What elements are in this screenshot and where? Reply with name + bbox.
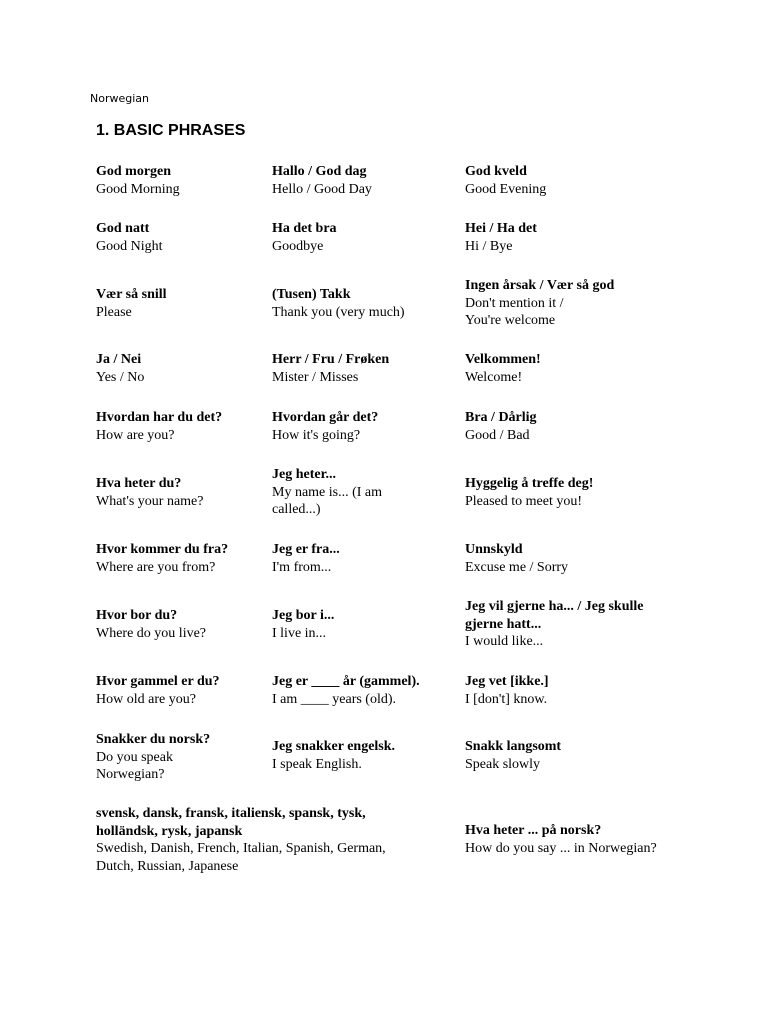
english-translation: Swedish, Danish, French, Italian, Spanish, German, [96, 841, 386, 856]
norwegian-phrase: Hva heter ... på norsk? [465, 823, 602, 838]
english-translation: Hi / Bye [465, 238, 513, 254]
norwegian-phrase: Hvor kommer du fra? [96, 542, 229, 557]
english-translation: Norwegian? [96, 767, 165, 782]
english-translation: Good Morning [96, 181, 180, 197]
english-translation: Pleased to meet you! [465, 493, 583, 509]
english-translation: How do you say ... in Norwegian? [465, 840, 657, 856]
norwegian-phrase: God morgen [96, 164, 172, 179]
norwegian-phrase: Ingen årsak / Vær så god [465, 278, 615, 293]
english-translation: I [don't] know. [465, 691, 548, 707]
norwegian-phrase: Snakker du norsk? [96, 732, 211, 747]
english-translation: I am ____ years (old). [272, 691, 397, 707]
english-translation: Good Evening [465, 181, 547, 197]
norwegian-phrase: Ja / Nei [96, 352, 142, 367]
norwegian-phrase: holländsk, rysk, japansk [96, 823, 243, 839]
english-translation: What's your name? [96, 493, 204, 509]
phrase-cell [96, 607, 206, 642]
phrase-cell [96, 541, 228, 576]
norwegian-phrase: God natt [96, 221, 150, 236]
english-translation: Mister / Misses [272, 369, 359, 385]
norwegian-phrase: Hyggelig å treffe deg! [465, 476, 594, 491]
phrase-cell [272, 673, 420, 708]
phrase-cell [465, 673, 549, 708]
phrase-cell [465, 351, 541, 386]
english-translation: Hello / Good Day [272, 181, 372, 197]
english-translation: Don't mention it / [465, 295, 564, 311]
english-translation: You're welcome [465, 313, 556, 328]
norwegian-phrase: Ha det bra [272, 221, 337, 236]
norwegian-phrase: Hallo / God dag [272, 164, 367, 179]
phrase-cell [272, 607, 334, 642]
english-translation: I speak English. [272, 756, 362, 772]
phrase-cell [465, 822, 657, 857]
phrase-cell [465, 409, 537, 444]
phrase-cell [465, 163, 546, 198]
english-translation: Where do you live? [96, 625, 207, 641]
english-translation: I'm from... [272, 559, 332, 575]
phrase-cell [96, 475, 203, 510]
phrase-cell [96, 163, 180, 198]
phrase-cell [272, 409, 378, 444]
phrase-cell [96, 673, 220, 708]
english-translation: How it's going? [272, 427, 361, 443]
english-translation: Good / Bad [465, 427, 530, 443]
norwegian-phrase: Jeg snakker engelsk. [272, 739, 396, 754]
norwegian-phrase: Hvordan har du det? [96, 410, 223, 425]
phrase-cell [96, 731, 210, 784]
norwegian-phrase: svensk, dansk, fransk, italiensk, spansk, tysk, [96, 806, 366, 821]
english-translation: How are you? [96, 427, 175, 443]
section-title: 1. BASIC PHRASES [96, 122, 246, 139]
norwegian-phrase: Hva heter du? [96, 476, 182, 491]
english-translation: Please [96, 304, 132, 320]
phrase-cell [465, 541, 568, 576]
english-translation: Do you speak [96, 749, 173, 765]
english-translation: called...) [272, 502, 321, 517]
phrase-cell [272, 163, 372, 198]
phrase-cell [465, 277, 614, 330]
phrase-cell [96, 409, 222, 444]
norwegian-phrase: Jeg vet [ikke.] [465, 674, 549, 689]
norwegian-phrase: Jeg vil gjerne ha... / Jeg skulle [465, 599, 644, 614]
english-translation: Good Night [96, 238, 163, 254]
phrase-cell [272, 220, 337, 255]
english-translation: Welcome! [465, 369, 523, 385]
english-translation: Yes / No [96, 369, 145, 385]
english-translation: Goodbye [272, 238, 324, 254]
norwegian-phrase: Unnskyld [465, 542, 523, 557]
phrase-cell [96, 351, 144, 386]
norwegian-phrase: Hvor gammel er du? [96, 674, 220, 689]
phrase-cell [96, 220, 163, 255]
norwegian-phrase: God kveld [465, 164, 527, 179]
english-translation: Excuse me / Sorry [465, 559, 569, 575]
phrase-cell [465, 738, 561, 773]
phrase-cell [96, 286, 167, 321]
norwegian-phrase: Hvordan går det? [272, 410, 379, 425]
phrase-cell [272, 466, 382, 519]
phrase-cell [465, 220, 537, 255]
norwegian-phrase: Bra / Dårlig [465, 410, 537, 425]
english-translation: Where are you from? [96, 559, 216, 575]
phrase-cell [465, 475, 593, 510]
document-label: Norwegian [90, 92, 149, 105]
phrase-cell [272, 738, 395, 773]
norwegian-phrase: Jeg bor i... [272, 608, 335, 623]
english-translation: How old are you? [96, 691, 196, 707]
norwegian-phrase: Jeg er ____ år (gammel). [272, 674, 420, 689]
english-translation: Speak slowly [465, 756, 541, 772]
english-translation: My name is... (I am [272, 484, 383, 500]
english-translation: Thank you (very much) [272, 304, 405, 320]
norwegian-phrase: (Tusen) Takk [272, 287, 351, 302]
norwegian-phrase: Hei / Ha det [465, 221, 537, 236]
norwegian-phrase: Jeg heter... [272, 467, 337, 482]
phrase-cell [272, 286, 405, 321]
norwegian-phrase: Hvor bor du? [96, 608, 178, 623]
phrase-cell [96, 805, 386, 875]
norwegian-phrase: Snakk langsomt [465, 739, 562, 754]
english-translation: I live in... [272, 625, 327, 641]
norwegian-phrase: Velkommen! [465, 352, 541, 367]
english-translation: Dutch, Russian, Japanese [96, 858, 239, 874]
english-translation: I would like... [465, 634, 544, 649]
phrase-cell [465, 598, 644, 651]
norwegian-phrase: Herr / Fru / Frøken [272, 352, 390, 367]
norwegian-phrase: Jeg er fra... [272, 542, 340, 557]
norwegian-phrase: Vær så snill [96, 287, 167, 302]
phrase-cell [272, 351, 389, 386]
norwegian-phrase: gjerne hatt... [465, 616, 542, 632]
phrase-cell [272, 541, 340, 576]
